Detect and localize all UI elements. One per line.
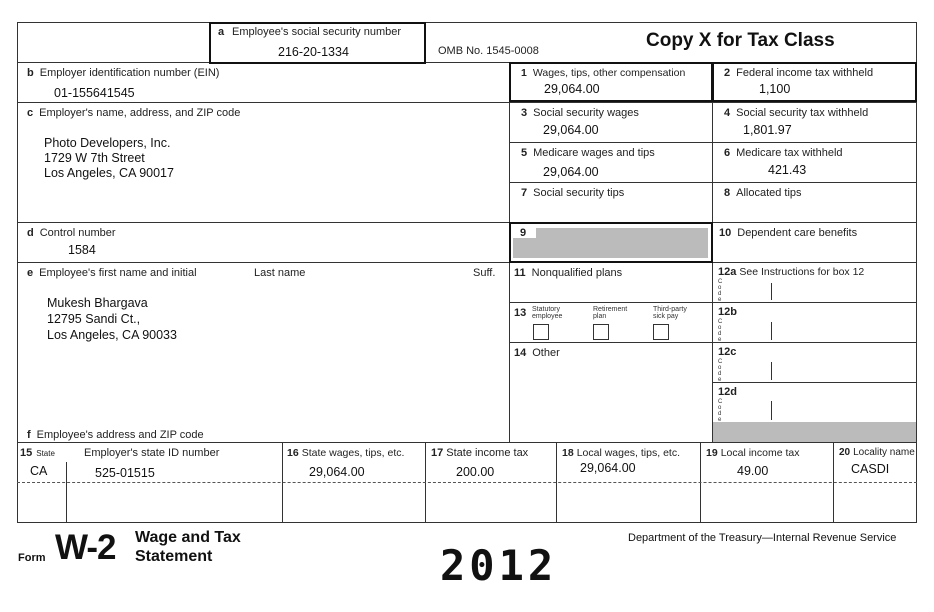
divider bbox=[17, 102, 917, 103]
third-party-sick-pay-checkbox[interactable] bbox=[653, 324, 669, 340]
employer-line-1: Photo Developers, Inc. bbox=[44, 136, 171, 150]
box6-value: 421.43 bbox=[768, 163, 807, 177]
box7-label: 7 Social security tips bbox=[521, 187, 625, 199]
form-title-line-2: Statement bbox=[135, 548, 213, 565]
employee-line-2: 12795 Sandi Ct., bbox=[47, 312, 141, 326]
box20-value: CASDI bbox=[851, 462, 890, 476]
statutory-employee-label: Statutory employee bbox=[532, 306, 563, 320]
last-name-label: Last name bbox=[254, 267, 306, 279]
box12a-label: 12a See Instructions for box 12 bbox=[718, 266, 865, 278]
box1-label: 1 Wages, tips, other compensation bbox=[521, 67, 686, 79]
divider bbox=[509, 182, 917, 183]
box12b-label: 12b bbox=[718, 306, 737, 318]
box16-label: 16 State wages, tips, etc. bbox=[287, 447, 405, 459]
employee-line-3: Los Angeles, CA 90033 bbox=[47, 328, 177, 342]
ein-value: 01-155641545 bbox=[54, 86, 135, 100]
divider bbox=[17, 262, 917, 263]
box12a-separator bbox=[771, 283, 772, 300]
box12a-code-label: C o d e bbox=[718, 279, 723, 303]
employee-address-label: f Employee's address and ZIP code bbox=[27, 429, 204, 441]
ssn-value: 216-20-1334 bbox=[278, 45, 349, 59]
box4-value: 1,801.97 bbox=[743, 123, 792, 137]
employer-line-3: Los Angeles, CA 90017 bbox=[44, 166, 174, 180]
divider bbox=[509, 302, 917, 303]
employer-line-2: 1729 W 7th Street bbox=[44, 151, 145, 165]
box18-label: 18 Local wages, tips, etc. bbox=[562, 447, 680, 459]
box12c-label: 12c bbox=[718, 346, 737, 358]
box17-label: 17 State income tax bbox=[431, 447, 529, 459]
box12d-shading bbox=[713, 422, 916, 442]
ein-label: b Employer identification number (EIN) bbox=[27, 67, 220, 79]
box12c-code-label: C o d e bbox=[718, 359, 723, 383]
box12b-code-label: C o d e bbox=[718, 319, 723, 343]
divider bbox=[509, 142, 917, 143]
box18-value: 29,064.00 bbox=[580, 461, 636, 475]
box2-label: 2 Federal income tax withheld bbox=[724, 67, 874, 79]
box9-label: 9 bbox=[520, 227, 527, 239]
box5-value: 29,064.00 bbox=[543, 165, 599, 179]
box11-label: 11 Nonqualified plans bbox=[514, 267, 623, 279]
employer-name-label: c Employer's name, address, and ZIP code bbox=[27, 107, 241, 119]
box16-value: 29,064.00 bbox=[309, 465, 365, 479]
box19-value: 49.00 bbox=[737, 464, 769, 478]
box17-value: 200.00 bbox=[456, 465, 495, 479]
copy-title: Copy X for Tax Class bbox=[646, 30, 835, 51]
ssn-letter: a bbox=[218, 26, 225, 38]
box10-label: 10 Dependent care benefits bbox=[719, 227, 858, 239]
box12d-code-label: C o d e bbox=[718, 399, 723, 423]
state-value: CA bbox=[30, 464, 48, 478]
box15-label: 15 State bbox=[20, 447, 55, 459]
box12d-label: 12d bbox=[718, 386, 737, 398]
ssn-label: Employee's social security number bbox=[232, 26, 402, 38]
control-number-label: d Control number bbox=[27, 227, 116, 239]
box3-label: 3 Social security wages bbox=[521, 107, 639, 119]
retirement-plan-label: Retirement plan bbox=[593, 306, 628, 320]
box5-label: 5 Medicare wages and tips bbox=[521, 147, 655, 159]
agency-name: Department of the Treasury—Internal Revenue Service bbox=[628, 532, 897, 544]
box3-value: 29,064.00 bbox=[543, 123, 599, 137]
suffix-label: Suff. bbox=[473, 267, 496, 279]
state-id-value: 525-01515 bbox=[95, 466, 155, 480]
employee-line-1: Mukesh Bhargava bbox=[47, 296, 148, 310]
form-title-line-1: Wage and Tax bbox=[135, 529, 241, 546]
box13-label: 13 bbox=[514, 307, 527, 319]
box12b-separator bbox=[771, 322, 772, 340]
divider bbox=[66, 462, 67, 523]
box19-label: 19 Local income tax bbox=[706, 447, 800, 459]
omb-number: OMB No. 1545-0008 bbox=[438, 45, 539, 57]
box4-label: 4 Social security tax withheld bbox=[724, 107, 869, 119]
retirement-plan-checkbox[interactable] bbox=[593, 324, 609, 340]
box20-label: 20 Locality name bbox=[839, 447, 915, 458]
box8-label: 8 Allocated tips bbox=[724, 187, 802, 199]
divider bbox=[17, 442, 917, 443]
box2-value: 1,100 bbox=[759, 82, 791, 96]
statutory-employee-checkbox[interactable] bbox=[533, 324, 549, 340]
employee-name-label: e Employee's first name and initial bbox=[27, 267, 197, 279]
box6-label: 6 Medicare tax withheld bbox=[724, 147, 843, 159]
tax-year: 2012 bbox=[440, 541, 558, 590]
divider bbox=[712, 382, 917, 383]
form-word: Form bbox=[18, 552, 46, 564]
box1-value: 29,064.00 bbox=[544, 82, 600, 96]
third-party-sick-pay-label: Third-party sick pay bbox=[653, 306, 687, 320]
box9-shading-2 bbox=[513, 238, 537, 258]
control-number-value: 1584 bbox=[68, 243, 96, 257]
box14-label: 14 Other bbox=[514, 347, 560, 359]
form-id: W-2 bbox=[55, 528, 116, 567]
divider bbox=[17, 222, 917, 223]
box9-shading bbox=[536, 228, 708, 258]
box12c-separator bbox=[771, 362, 772, 380]
employer-state-id-label: Employer's state ID number bbox=[84, 447, 220, 459]
box12d-separator bbox=[771, 401, 772, 420]
divider bbox=[509, 342, 917, 343]
dashed-divider bbox=[17, 482, 917, 483]
